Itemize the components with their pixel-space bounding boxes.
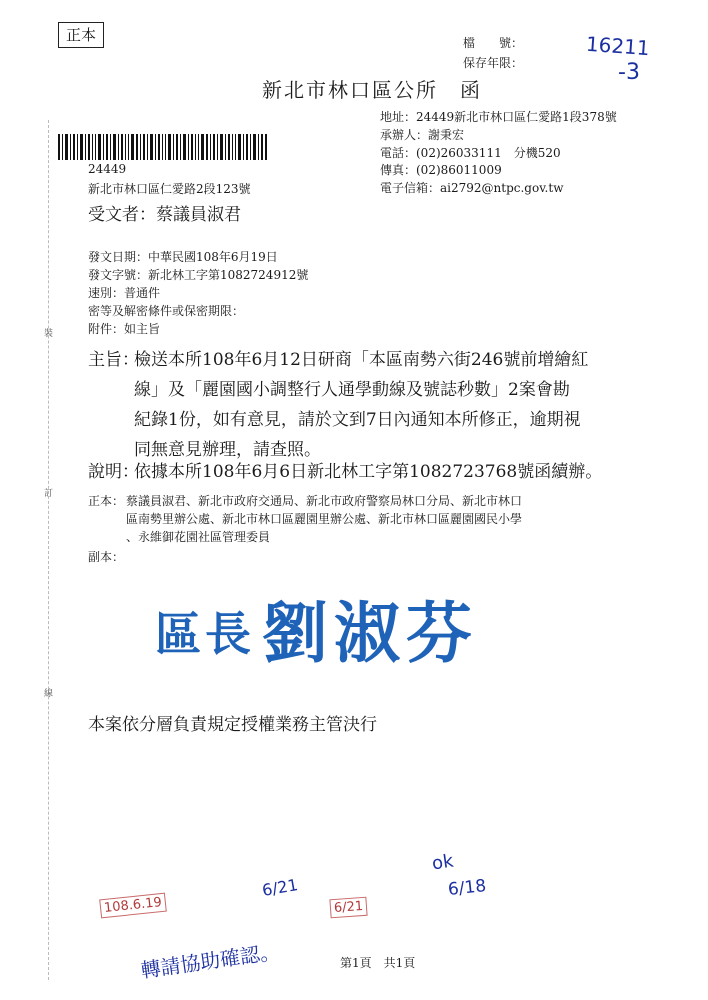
subject-body: [134, 345, 588, 465]
recipient-line: 區南勢里辦公處、新北市林口區麗園里辦公處、新北市林口區麗園國民小學: [126, 512, 523, 526]
binding-line: [48, 120, 50, 980]
original-recipients: [126, 492, 522, 546]
copy-recipients-label: 副本：: [88, 550, 125, 564]
explanation-text: 依據本所108年6月6日新北林工字第1082723768號函續辦。: [134, 462, 603, 482]
document-title: 新北市林口區公所 函: [262, 78, 482, 102]
file-number-label: 檔 號：: [463, 36, 524, 50]
document-number: 發文字號：新北林工字第1082724912號: [88, 268, 309, 282]
explanation-label: 說明：: [88, 462, 139, 482]
seal-name: 劉淑芬: [262, 594, 478, 672]
subject-line: 線」及「麗園國小調整行人通學動線及號誌秒數」2案會勘: [134, 380, 570, 400]
handwritten-date-note: 6/18: [447, 876, 488, 900]
delivery-speed: 速別：普通件: [88, 286, 161, 300]
retention-label: 保存年限：: [463, 56, 524, 70]
issue-date: 發文日期：中華民國108年6月19日: [88, 250, 278, 264]
recipient-line: 、永維御花園社區管理委員: [126, 530, 271, 544]
binding-mark: 線: [44, 689, 54, 699]
sender-email: 電子信箱：ai2792@ntpc.gov.tw: [380, 181, 564, 195]
attachment: 附件：如主旨: [88, 322, 161, 336]
sender-fax: 傳真：(02)86011009: [380, 163, 502, 177]
handwritten-ok: ok: [430, 850, 455, 875]
original-copy-mark: 正本: [58, 22, 104, 48]
recipient-address: 新北市林口區仁愛路2段123號: [88, 182, 251, 196]
binding-mark: 裝: [44, 329, 54, 339]
sender-officer: 承辦人：謝秉宏: [380, 128, 465, 142]
binding-mark: 訂: [44, 489, 54, 499]
original-recipients-label: 正本：: [88, 494, 125, 508]
handwritten-date-mid: 6/21: [260, 875, 300, 900]
handwritten-file-number: 16211: [585, 31, 651, 61]
received-stamp-right: 6/21: [329, 897, 367, 919]
subject-line: 同無意見辦理，請查照。: [134, 440, 321, 460]
barcode-graphic: [58, 134, 268, 160]
received-stamp-left: 108.6.19: [99, 893, 167, 919]
secrecy-level: 密等及解密條件或保密期限：: [88, 304, 245, 318]
handwritten-retention: -3: [618, 60, 640, 85]
recipient-postal-code: 24449: [88, 162, 127, 176]
sender-address: 地址：24449新北市林口區仁愛路1段378號: [380, 110, 617, 124]
recipient-name: 受文者：蔡議員淑君: [88, 205, 241, 225]
recipient-line: 蔡議員淑君、新北市政府交通局、新北市政府警察局林口分局、新北市林口: [126, 494, 523, 508]
handwritten-signature: 轉請協助確認。: [139, 939, 282, 983]
delegation-note: 本案依分層負責規定授權業務主管決行: [88, 715, 377, 735]
page-indicator: 第1頁 共1頁: [340, 956, 416, 970]
subject-line: 檢送本所108年6月12日研商「本區南勢六街246號前增繪紅: [134, 350, 589, 370]
sender-phone: 電話：(02)26033111 分機520: [380, 146, 561, 160]
subject-label: 主旨：: [88, 350, 139, 370]
seal-title: 區長: [155, 607, 255, 661]
subject-line: 紀錄1份，如有意見，請於文到7日內通知本所修正，逾期視: [134, 410, 581, 430]
